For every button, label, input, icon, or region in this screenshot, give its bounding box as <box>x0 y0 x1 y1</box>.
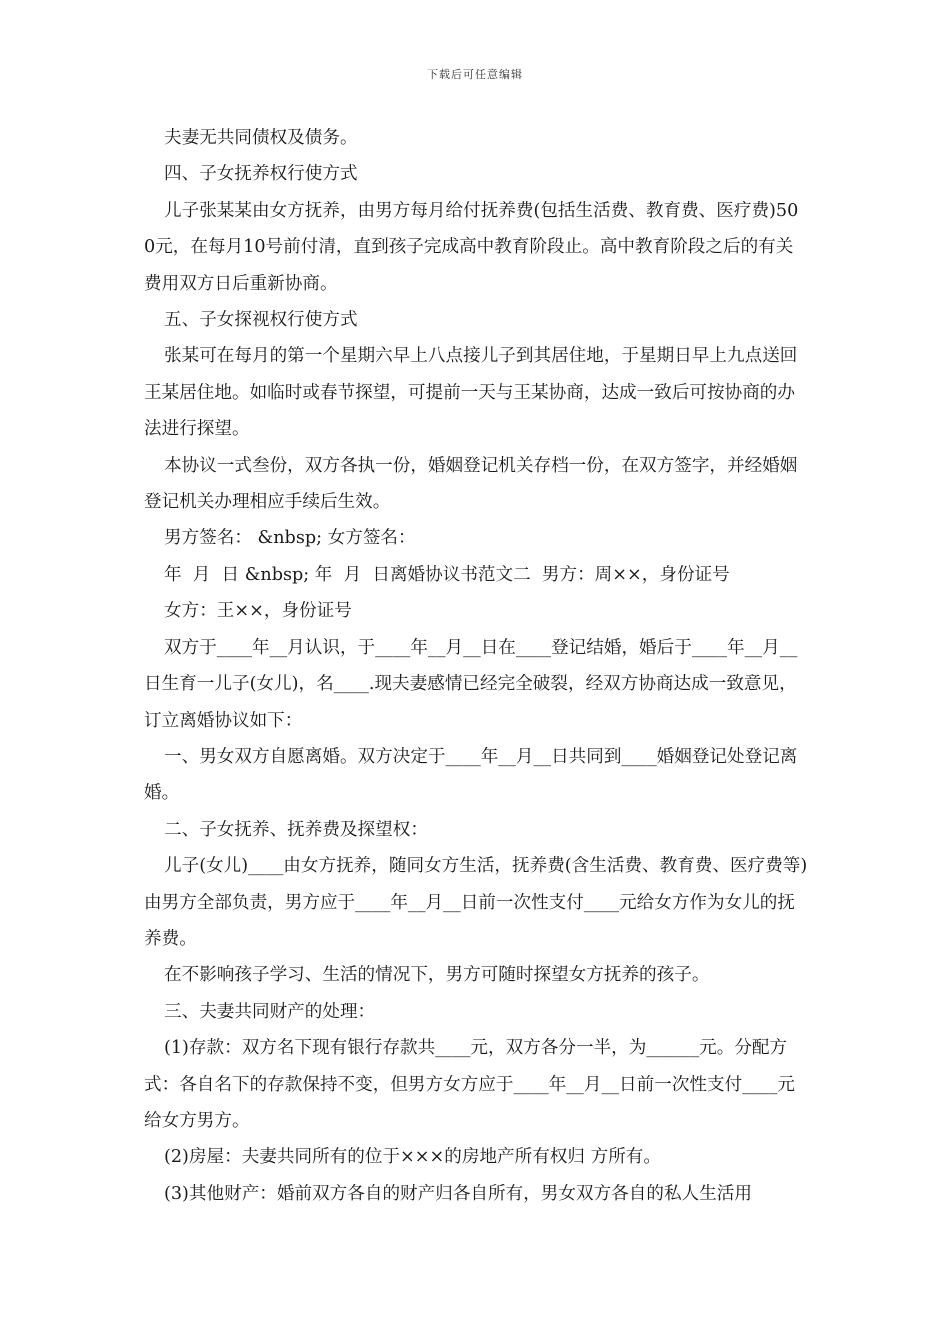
paragraph-visitation: 张某可在每月的第一个星期六早上八点接儿子到其居住地，于星期日早上九点送回王某居住地。如临时或春节探望，可提前一天与王某协商，达成一致后可按协商的办法进行探望。 <box>144 346 798 440</box>
clause-other-property: (3)其他财产：婚前双方各自的财产归各自所有，男女双方各自的私人生活用 <box>164 1183 752 1204</box>
clause-house: (2)房屋：夫妻共同所有的位于×××的房地产所有权归 方所有。 <box>164 1147 661 1168</box>
signature-line: 男方签名： &nbsp; 女方签名： <box>164 528 416 549</box>
paragraph-copies: 本协议一式叁份，双方各执一份，婚姻登记机关存档一份，在双方签字，并经婚姻登记机关办理相应手续后生效。 <box>144 455 798 513</box>
party-female-line: 女方：王××，身份证号 <box>164 601 352 622</box>
document-body <box>144 120 808 1212</box>
clause-savings: (1)存款：双方名下现有银行存款共____元，双方各分一半，为______元。分配方式：各自名下的存款保持不变，但男方女方应于____年__月__日前一次性支付____元给女方男方。 <box>144 1038 795 1131</box>
paragraph-debts: 夫妻无共同债权及债务。 <box>164 128 358 148</box>
paragraph-child-support: 儿子(女儿)____由女方抚养，随同女方生活，抚养费(含生活费、教育费、医疗费等)由男方全部负责，男方应于____年__月__日前一次性支付____元给女方作为女儿的抚养费。 <box>144 856 808 949</box>
heading-visitation-method: 五、子女探视权行使方式 <box>164 310 358 331</box>
date-line-and-sample-two: 年 月 日 &nbsp; 年 月 日离婚协议书范文二 男方：周××，身份证号 <box>164 564 730 585</box>
heading-property-division: 三、夫妻共同财产的处理： <box>164 1001 376 1022</box>
paragraph-custody-support: 儿子张某某由女方抚养，由男方每月给付抚养费(包括生活费、教育费、医疗费)500元，在每月10号前付清，直到孩子完成高中教育阶段止。高中教育阶段之后的有关费用双方日后重新协商。 <box>144 200 799 294</box>
clause-voluntary-divorce: 一、男女双方自愿离婚。双方决定于____年__月__日共同到____婚姻登记处登记离婚。 <box>144 746 798 804</box>
paragraph-visitation-rights: 在不影响孩子学习、生活的情况下，男方可随时探望女方抚养的孩子。 <box>164 965 710 986</box>
paragraph-marriage-background: 双方于____年__月认识，于____年__月__日在____登记结婚，婚后于____年__月__日生育一儿子(女儿)，名____.现夫妻感情已经完全破裂，经双方协商达成一致意见，订立离婚协议如下： <box>144 637 798 731</box>
page-header: 下载后可任意编辑 <box>427 68 523 81</box>
heading-child-support: 二、子女抚养、抚养费及探望权： <box>164 819 428 840</box>
heading-custody-method: 四、子女抚养权行使方式 <box>164 164 358 185</box>
